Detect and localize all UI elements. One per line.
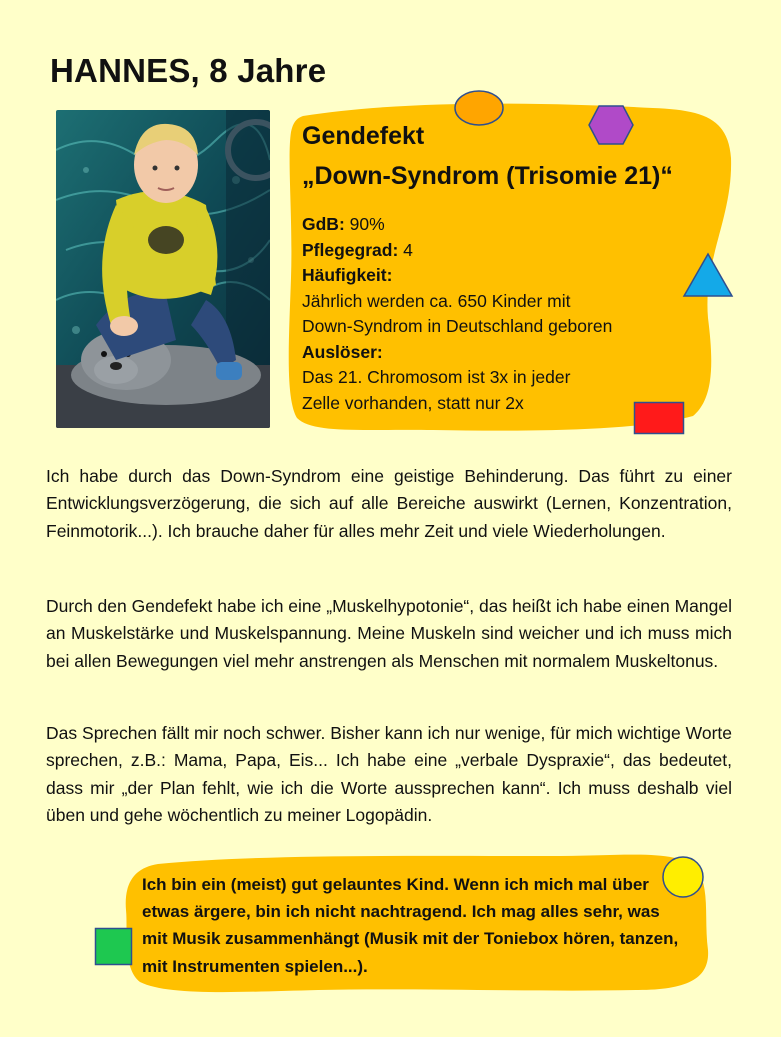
- gdb-row: [302, 212, 722, 238]
- paragraph-muskelhypotonie: Durch den Gendefekt habe ich eine „Muskelhypotonie“, das heißt ich habe einen Mangel an Muskelstärke und Muskelspannung. Meine Muskeln sind weicher und ich muss mich bei allen Bewegungen viel mehr anstrengen als Menschen mit normalem Muskeltonus.: [46, 596, 732, 671]
- haeufigkeit-label: Häufigkeit:: [302, 265, 393, 285]
- info-title-line-2: „Down-Syndrom (Trisomie 21)“: [302, 162, 673, 190]
- ausloeser-line-1: Das 21. Chromosom ist 3x in jeder: [302, 367, 571, 387]
- page-title: HANNES, 8 Jahre: [50, 52, 327, 89]
- gdb-value: 90%: [344, 214, 385, 234]
- child-photo: [56, 110, 270, 428]
- gdb-label: GdB:: [302, 214, 345, 234]
- orange-ellipse-shape: [452, 88, 506, 128]
- haeufigkeit-line-1: Jährlich werden ca. 650 Kinder mit: [302, 290, 571, 311]
- haeufigkeit-line-2: Down-Syndrom in Deutschland geboren: [302, 316, 613, 336]
- red-rectangle-shape: [633, 401, 685, 435]
- blue-triangle-shape: [681, 251, 735, 299]
- purple-hexagon-shape: [587, 104, 635, 146]
- yellow-circle-shape: [659, 854, 707, 900]
- ausloeser-label: Auslöser:: [302, 341, 383, 362]
- pflegegrad-row: [302, 238, 722, 264]
- pflegegrad-value: 4: [398, 239, 413, 260]
- green-square-shape: [94, 927, 134, 967]
- pflegegrad-label: Pflegegrad:: [302, 239, 399, 260]
- ausloeser-line-2: Zelle vorhanden, statt nur 2x: [302, 392, 524, 413]
- info-box: [302, 116, 722, 416]
- bottom-box-text: Ich bin ein (meist) gut gelauntes Kind. Wenn ich mich mal über etwas ärgere, bin ich nicht nachtragend. Ich mag alles sehr, was mit Musik zusammenhängt (Musik mit der Toniebox hören, tanzen, mit Instrumenten spielen...).: [142, 875, 679, 976]
- paragraph-behinderung: Ich habe durch das Down-Syndrom eine geistige Behinderung. Das führt zu einer Entwicklungsverzögerung, die sich auf alle Bereiche auswirkt (Lernen, Konzentration, Feinmotorik...). Ich brauche daher für alles mehr Zeit und viele Wiederholungen.: [46, 466, 732, 541]
- paragraph-sprechen: Das Sprechen fällt mir noch schwer. Bisher kann ich nur wenige, für mich wichtige Worte sprechen, z.B.: Mama, Papa, Eis... Ich habe eine „verbale Dyspraxie“, das bedeutet, dass mir „der Plan fehlt, wie ich die Worte aussprechen kann“. Ich muss deshalb viel üben und gehe wöchentlich zu meiner Logopädin.: [46, 723, 732, 825]
- info-title-line-1: Gendefekt: [302, 122, 425, 150]
